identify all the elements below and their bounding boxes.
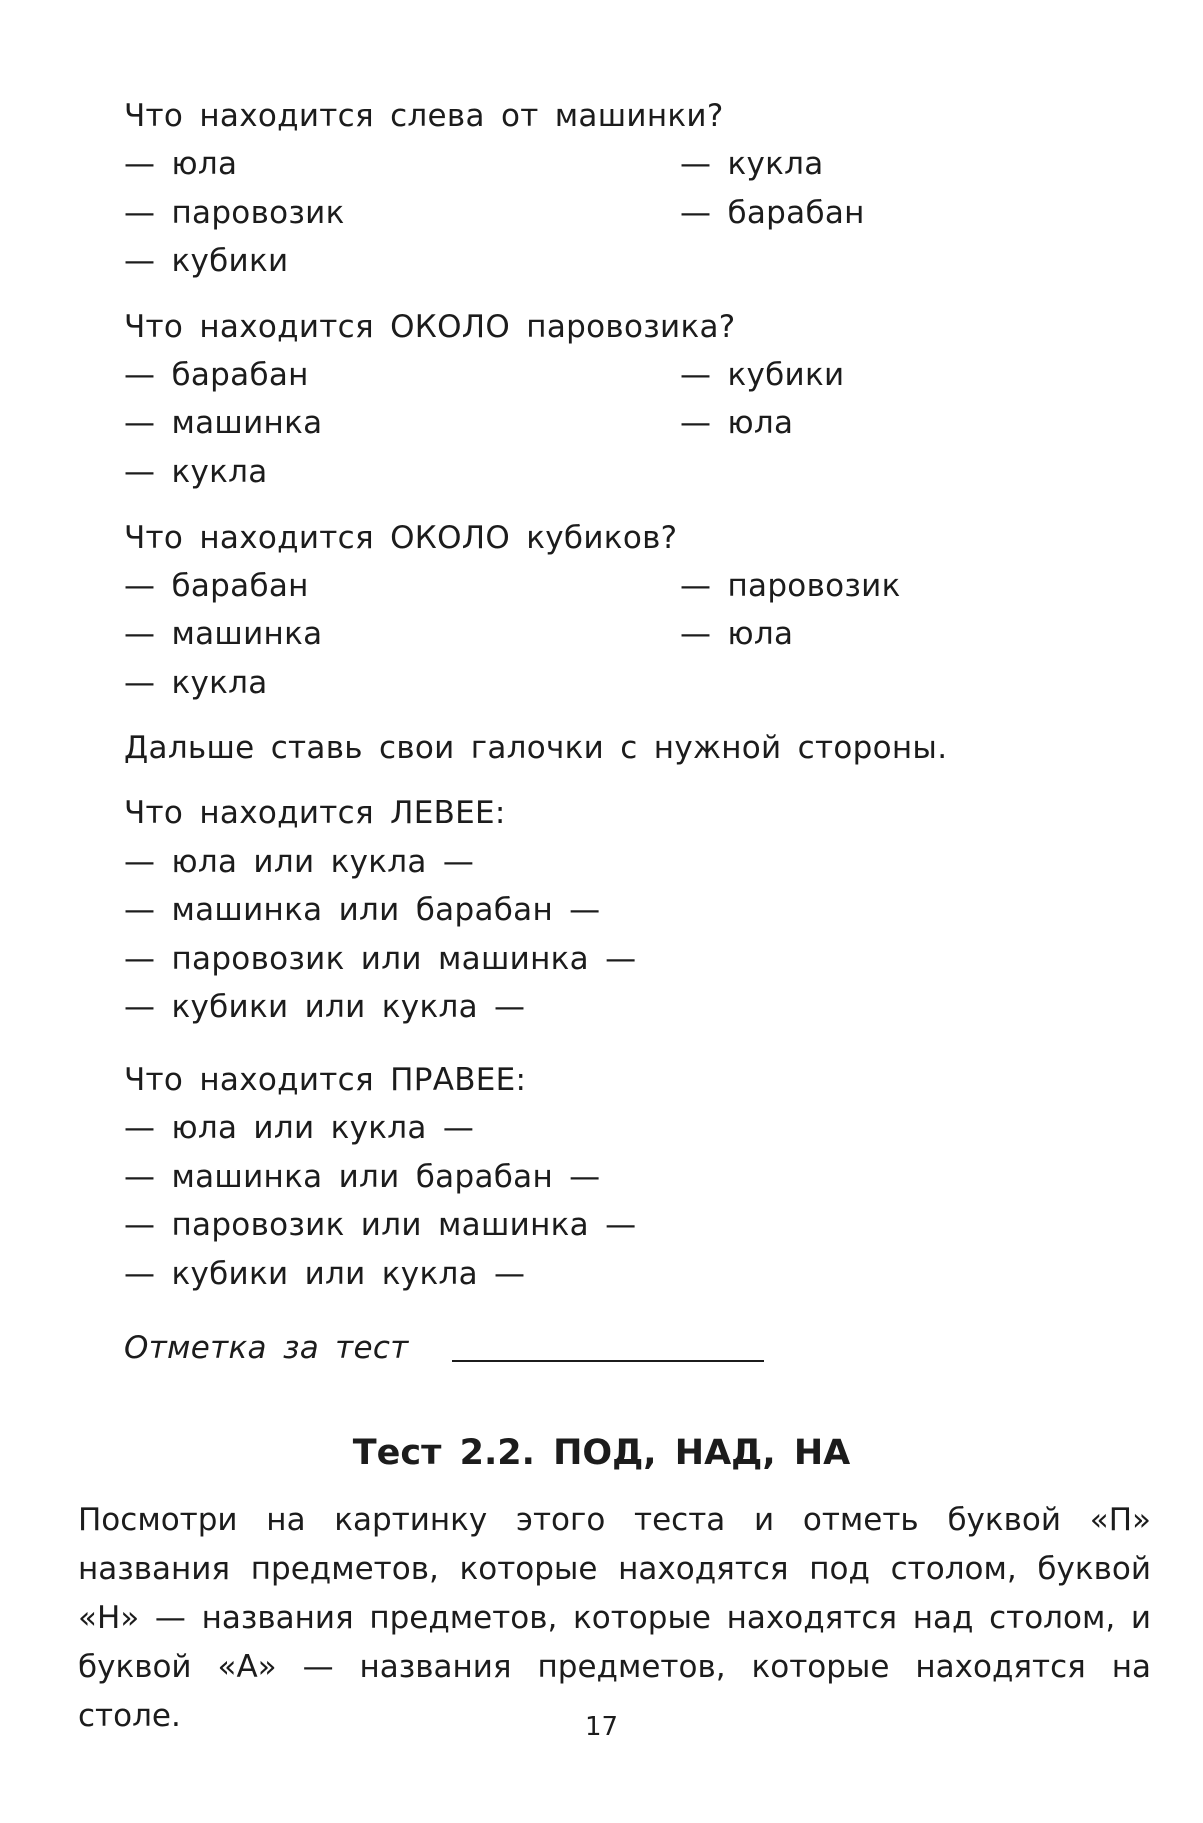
- comparison-option[interactable]: — кубики или кукла —: [124, 1256, 526, 1292]
- comparison-option[interactable]: — юла или кукла —: [124, 844, 475, 880]
- grade-blank-line[interactable]: [452, 1360, 764, 1362]
- question-near-train: Что находится ОКОЛО паровозика?: [124, 309, 736, 345]
- answer-option[interactable]: — юла: [680, 616, 794, 652]
- instruction-text: Дальше ставь свои галочки с нужной стороны.: [124, 730, 948, 766]
- question-more-left: Что находится ЛЕВЕЕ:: [124, 795, 506, 831]
- comparison-option[interactable]: — машинка или барабан —: [124, 892, 601, 928]
- question-near-cubes: Что находится ОКОЛО кубиков?: [124, 520, 678, 556]
- answer-option[interactable]: — кукла: [124, 665, 268, 701]
- comparison-option[interactable]: — паровозик или машинка —: [124, 941, 637, 977]
- comparison-option[interactable]: — юла или кукла —: [124, 1110, 475, 1146]
- answer-option[interactable]: — барабан: [124, 357, 309, 393]
- answer-option[interactable]: — паровозик: [124, 195, 345, 231]
- answer-option[interactable]: — машинка: [124, 616, 323, 652]
- answer-option[interactable]: — кукла: [680, 146, 824, 182]
- grade-label: Отметка за тест: [124, 1330, 409, 1366]
- answer-option[interactable]: — кукла: [124, 454, 268, 490]
- question-more-right: Что находится ПРАВЕЕ:: [124, 1062, 527, 1098]
- test-title: Тест 2.2. ПОД, НАД, НА: [352, 1433, 851, 1473]
- answer-option[interactable]: — кубики: [680, 357, 845, 393]
- answer-option[interactable]: — кубики: [124, 243, 289, 279]
- comparison-option[interactable]: — машинка или барабан —: [124, 1159, 601, 1195]
- page-number: 17: [584, 1712, 619, 1742]
- answer-option[interactable]: — юла: [680, 405, 794, 441]
- comparison-option[interactable]: — кубики или кукла —: [124, 989, 526, 1025]
- test-instructions-paragraph: Посмотри на картинку этого теста и отметь буквой «П» названия предметов, которые находятся под столом, буквой «Н» — названия предметов, которые находятся над столом, и буквой «А» — названия предметов, которые находятся на столе.: [78, 1502, 1151, 1734]
- question-left-of-car: Что находится слева от машинки?: [124, 98, 724, 134]
- answer-option[interactable]: — машинка: [124, 405, 323, 441]
- answer-option[interactable]: — юла: [124, 146, 238, 182]
- answer-option[interactable]: — паровозик: [680, 568, 901, 604]
- comparison-option[interactable]: — паровозик или машинка —: [124, 1207, 637, 1243]
- answer-option[interactable]: — барабан: [124, 568, 309, 604]
- answer-option[interactable]: — барабан: [680, 195, 865, 231]
